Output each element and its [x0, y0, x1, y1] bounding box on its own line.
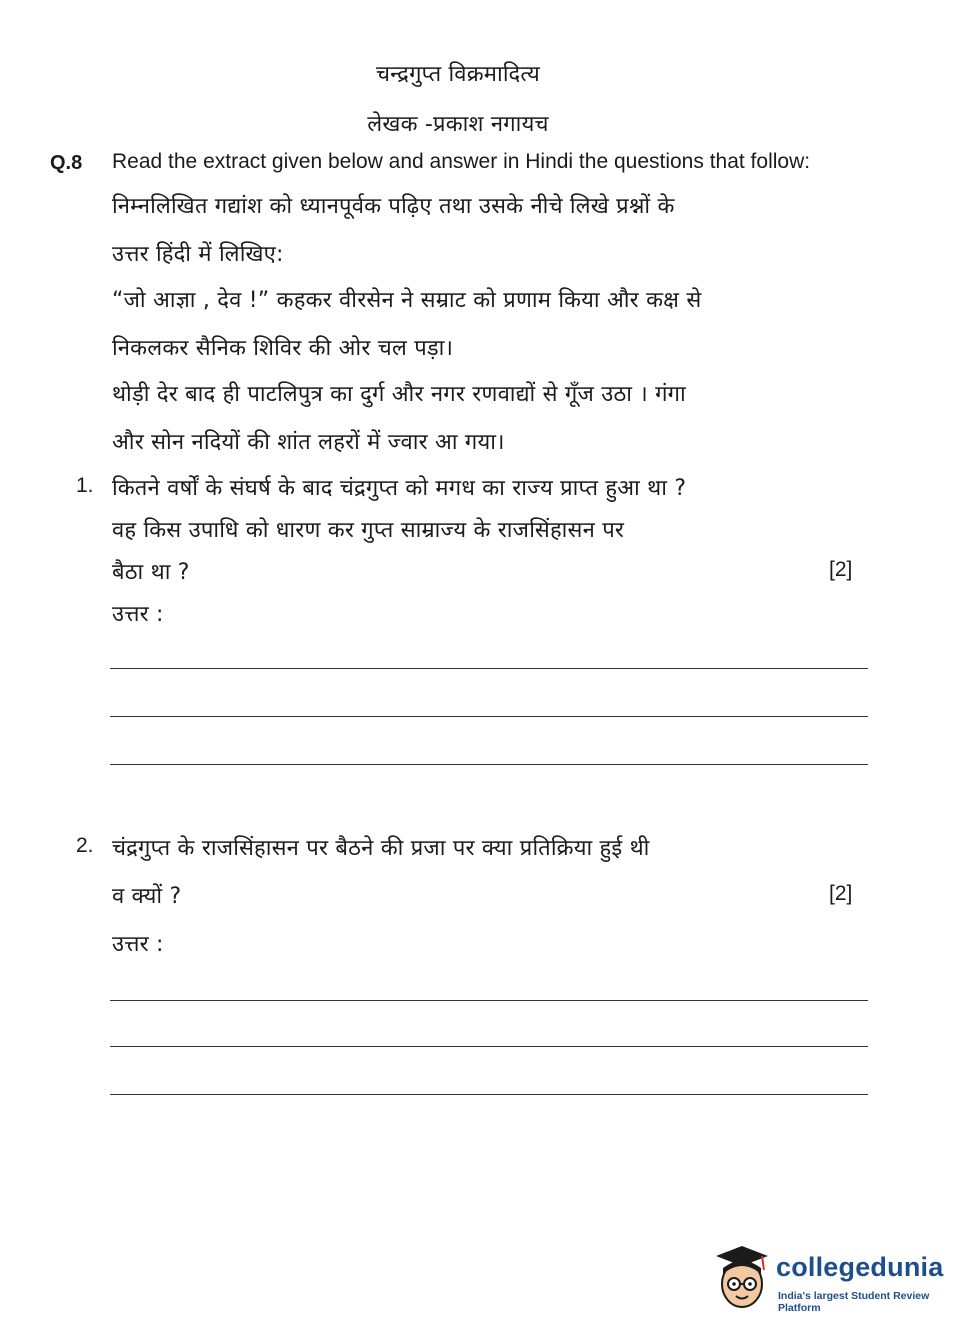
subquestion-2-answer-label: उत्तर :: [112, 932, 164, 957]
answer-line: [110, 668, 868, 669]
extract-line4: और सोन नदियों की शांत लहरों में ज्वार आ गया।: [112, 430, 505, 455]
answer-line: [110, 1094, 868, 1095]
instruction-hindi-line1: निम्नलिखित गद्यांश को ध्यानपूर्वक पढ़िए तथा उसके नीचे लिखे प्रश्नों के: [112, 194, 675, 219]
document-title: चन्द्रगुप्त विक्रमादित्य: [376, 62, 540, 87]
question-number: Q.8: [50, 152, 83, 174]
answer-line: [110, 716, 868, 717]
subquestion-1-number: 1.: [76, 474, 94, 497]
answer-line: [110, 1000, 868, 1001]
subquestion-1-line2: वह किस उपाधि को धारण कर गुप्त साम्राज्य के राजसिंहासन पर: [112, 518, 625, 543]
subquestion-2-line1: चंद्रगुप्त के राजसिंहासन पर बैठने की प्रजा पर क्या प्रतिक्रिया हुई थी: [112, 836, 650, 861]
extract-line3: थोड़ी देर बाद ही पाटलिपुत्र का दुर्ग और नगर रणवाद्यों से गूँज उठा । गंगा: [112, 382, 686, 407]
answer-line: [110, 764, 868, 765]
subquestion-1-line1: कितने वर्षों के संघर्ष के बाद चंद्रगुप्त को मगध का राज्य प्राप्त हुआ था ?: [112, 476, 687, 501]
brand-tagline: India's largest Student Review Platform: [778, 1290, 930, 1314]
subquestion-2-line2: व क्यों ?: [112, 884, 182, 909]
subquestion-1-line3: बैठा था ?: [112, 560, 190, 585]
subquestion-1-marks: [2]: [829, 558, 853, 581]
subquestion-2-number: 2.: [76, 834, 94, 857]
brand-name: collegedunia: [776, 1252, 944, 1282]
collegedunia-watermark: [712, 1244, 957, 1314]
mascot-icon: [712, 1244, 772, 1314]
subquestion-2-marks: [2]: [829, 882, 853, 905]
extract-line2: निकलकर सैनिक शिविर की ओर चल पड़ा।: [112, 336, 454, 361]
answer-line: [110, 1046, 868, 1047]
extract-line1: “जो आज्ञा , देव !” कहकर वीरसेन ने सम्राट को प्रणाम किया और कक्ष से: [112, 288, 702, 313]
subquestion-1-answer-label: उत्तर :: [112, 602, 164, 627]
author-line: लेखक -प्रकाश नगायच: [367, 112, 549, 137]
instruction-hindi-line2: उत्तर हिंदी में लिखिए:: [112, 242, 284, 267]
instruction-english: Read the extract given below and answer in Hindi the questions that follow:: [112, 150, 811, 173]
